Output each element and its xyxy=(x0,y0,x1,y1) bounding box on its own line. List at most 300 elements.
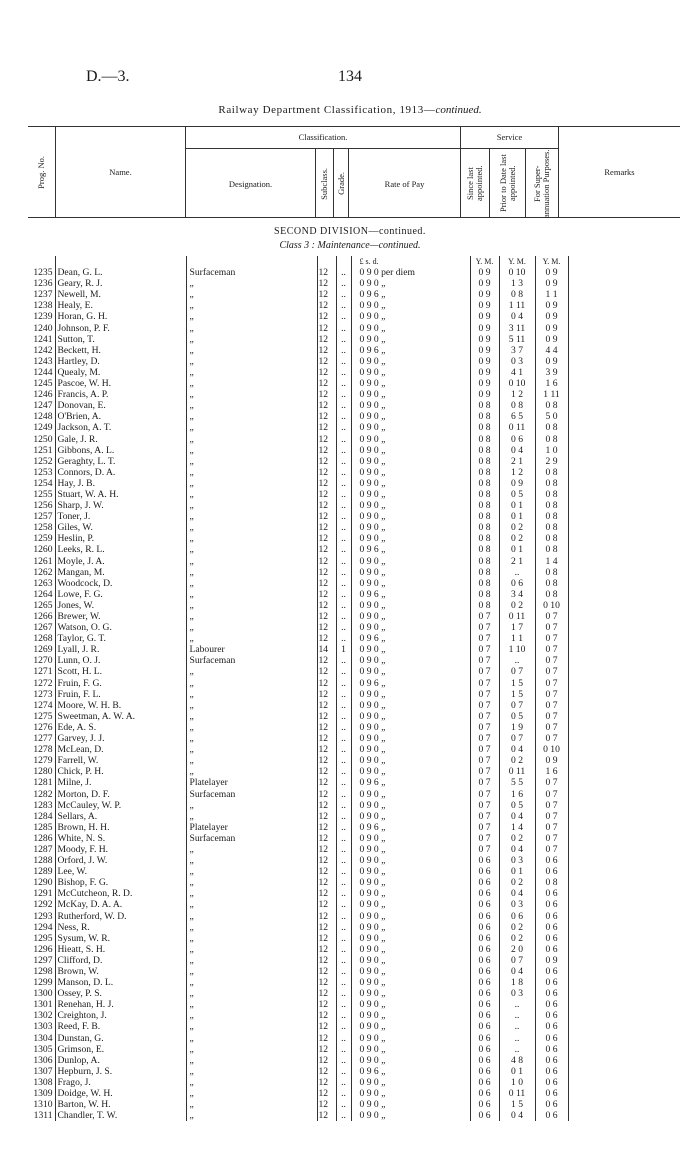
prog-no: 1292 xyxy=(28,899,55,910)
grade: .. xyxy=(336,489,351,500)
table-row xyxy=(28,866,690,877)
designation: „ xyxy=(186,1033,317,1044)
since-last-appointed: 0 7 xyxy=(470,711,499,722)
superannuation: 0 7 xyxy=(535,811,568,822)
remarks xyxy=(568,1033,690,1044)
grade: .. xyxy=(336,334,351,345)
designation: „ xyxy=(186,733,317,744)
employee-name: Jones, W. xyxy=(57,599,95,611)
employee-name: Farrell, W. xyxy=(57,755,99,767)
prior-to-date: 0 3 xyxy=(499,899,535,910)
prior-to-date: 1 9 xyxy=(499,722,535,733)
since-last-appointed: 0 8 xyxy=(470,589,499,600)
remarks xyxy=(568,744,690,755)
employee-name: Dean, G. L. xyxy=(57,267,103,279)
remarks xyxy=(568,899,690,910)
grade: .. xyxy=(336,777,351,788)
grade: .. xyxy=(336,278,351,289)
remarks xyxy=(568,777,690,788)
table-row xyxy=(28,1066,690,1077)
prior-to-date: .. xyxy=(499,567,535,578)
prior-to-date: 0 1 xyxy=(499,866,535,877)
designation: „ xyxy=(186,633,317,644)
prog-no: 1254 xyxy=(28,478,55,489)
table-row xyxy=(28,644,690,655)
grade: .. xyxy=(336,633,351,644)
superannuation: 0 6 xyxy=(535,1066,568,1077)
employee-name: Newell, M. xyxy=(57,289,101,301)
superannuation: 0 6 xyxy=(535,966,568,977)
remarks xyxy=(568,600,690,611)
remarks xyxy=(568,400,690,411)
since-last-appointed: 0 8 xyxy=(470,445,499,456)
subclass: 12 xyxy=(317,1033,336,1044)
superannuation: 5 0 xyxy=(535,411,568,422)
rate-of-pay: 0 9 0 „ xyxy=(351,300,470,311)
superannuation: 0 6 xyxy=(535,1055,568,1066)
prior-to-date: 0 1 xyxy=(499,511,535,522)
since-last-appointed: 0 7 xyxy=(470,744,499,755)
grade: .. xyxy=(336,445,351,456)
superannuation: 0 9 xyxy=(535,755,568,766)
subclass: 12 xyxy=(317,866,336,877)
grade: .. xyxy=(336,600,351,611)
subclass: 12 xyxy=(317,278,336,289)
subclass: 12 xyxy=(317,711,336,722)
rate-of-pay: 0 9 0 „ xyxy=(351,422,470,433)
table-row xyxy=(28,600,690,611)
rate-of-pay: 0 9 0 „ xyxy=(351,478,470,489)
grade: .. xyxy=(336,434,351,445)
table-row xyxy=(28,666,690,677)
designation: „ xyxy=(186,1066,317,1077)
employee-name: Bishop, F. G. xyxy=(57,877,109,889)
remarks xyxy=(568,567,690,578)
rate-of-pay: 0 9 0 „ xyxy=(351,722,470,733)
grade: .. xyxy=(336,877,351,888)
remarks xyxy=(568,500,690,511)
since-last-appointed: 0 8 xyxy=(470,478,499,489)
employee-name: Geary, R. J. xyxy=(57,278,103,290)
superannuation: 0 6 xyxy=(535,922,568,933)
employee-name: Ossey, P. S. xyxy=(57,988,102,1000)
table-row xyxy=(28,822,690,833)
designation: „ xyxy=(186,933,317,944)
prior-to-date: .. xyxy=(499,1044,535,1055)
prior-to-date: 2 1 xyxy=(499,456,535,467)
table-row xyxy=(28,334,690,345)
prog-no: 1277 xyxy=(28,733,55,744)
remarks xyxy=(568,1055,690,1066)
table-row xyxy=(28,411,690,422)
rate-of-pay: 0 9 6 „ xyxy=(351,777,470,788)
prior-to-date: 0 6 xyxy=(499,911,535,922)
rate-of-pay: 0 9 0 „ xyxy=(351,944,470,955)
designation: „ xyxy=(186,378,317,389)
employee-name: Stuart, W. A. H. xyxy=(57,488,119,500)
since-last-appointed: 0 9 xyxy=(470,278,499,289)
superannuation: 0 6 xyxy=(535,1021,568,1032)
since-last-appointed: 0 8 xyxy=(470,434,499,445)
rate-of-pay: 0 9 6 „ xyxy=(351,544,470,555)
rate-of-pay: 0 9 0 „ xyxy=(351,700,470,711)
superannuation: 0 7 xyxy=(535,666,568,677)
rate-of-pay: 0 9 0 „ xyxy=(351,600,470,611)
remarks xyxy=(568,644,690,655)
designation: „ xyxy=(186,1055,317,1066)
col-designation: Designation. xyxy=(228,178,273,189)
grade: .. xyxy=(336,689,351,700)
employee-name: Brown, W. xyxy=(57,966,99,977)
remarks xyxy=(568,289,690,300)
prog-no: 1267 xyxy=(28,622,55,633)
rate-of-pay: 0 9 0 „ xyxy=(351,966,470,977)
since-last-appointed: 0 6 xyxy=(470,877,499,888)
rate-of-pay: 0 9 0 „ xyxy=(351,389,470,400)
prog-no: 1281 xyxy=(28,777,55,788)
table-row xyxy=(28,633,690,644)
since-last-appointed: 0 9 xyxy=(470,334,499,345)
superannuation: 0 6 xyxy=(535,911,568,922)
subclass: 12 xyxy=(317,689,336,700)
designation: „ xyxy=(186,622,317,633)
prog-no: 1279 xyxy=(28,755,55,766)
superannuation: 0 7 xyxy=(535,722,568,733)
subclass: 12 xyxy=(317,500,336,511)
since-last-appointed: 0 6 xyxy=(470,1044,499,1055)
prior-to-date: 6 5 xyxy=(499,411,535,422)
employee-name: Morton, D. F. xyxy=(57,788,110,800)
prior-to-date: 1 4 xyxy=(499,822,535,833)
subclass: 12 xyxy=(317,933,336,944)
employee-name: Sysum, W. R. xyxy=(57,932,111,944)
remarks xyxy=(568,811,690,822)
remarks xyxy=(568,755,690,766)
prior-to-date: 1 10 xyxy=(499,644,535,655)
remarks xyxy=(568,511,690,522)
grade: .. xyxy=(336,356,351,367)
subclass: 12 xyxy=(317,522,336,533)
since-last-appointed: 0 6 xyxy=(470,955,499,966)
superannuation: 0 6 xyxy=(535,866,568,877)
since-last-appointed: 0 9 xyxy=(470,323,499,334)
grade: .. xyxy=(336,389,351,400)
unit-prior: Y. M. xyxy=(499,256,535,267)
since-last-appointed: 0 7 xyxy=(470,700,499,711)
grade: .. xyxy=(336,1110,351,1121)
remarks xyxy=(568,733,690,744)
table-row xyxy=(28,888,690,899)
designation: „ xyxy=(186,334,317,345)
prog-no: 1257 xyxy=(28,511,55,522)
superannuation: 1 1 xyxy=(535,289,568,300)
prior-to-date: 0 1 xyxy=(499,544,535,555)
prog-no: 1261 xyxy=(28,556,55,567)
rate-of-pay: 0 9 0 „ xyxy=(351,334,470,345)
designation: „ xyxy=(186,323,317,334)
table-row xyxy=(28,755,690,766)
since-last-appointed: 0 7 xyxy=(470,811,499,822)
grade: .. xyxy=(336,977,351,988)
table-header xyxy=(28,126,680,218)
since-last-appointed: 0 8 xyxy=(470,578,499,589)
superannuation: 3 9 xyxy=(535,367,568,378)
designation: Labourer xyxy=(186,644,317,655)
superannuation: 0 6 xyxy=(535,977,568,988)
prior-to-date: 0 9 xyxy=(499,478,535,489)
designation: Surfaceman xyxy=(186,789,317,800)
table-row xyxy=(28,722,690,733)
subclass: 12 xyxy=(317,1044,336,1055)
rate-of-pay: 0 9 6 „ xyxy=(351,345,470,356)
remarks xyxy=(568,844,690,855)
prog-no: 1236 xyxy=(28,278,55,289)
col-name: Name. xyxy=(109,167,132,177)
employee-name: O'Brien, A. xyxy=(57,411,102,423)
subclass: 12 xyxy=(317,411,336,422)
remarks xyxy=(568,533,690,544)
rate-of-pay: 0 9 0 „ xyxy=(351,411,470,422)
prog-no: 1274 xyxy=(28,700,55,711)
superannuation: 0 7 xyxy=(535,844,568,855)
employee-name: Quealy, M. xyxy=(57,366,101,378)
designation: „ xyxy=(186,567,317,578)
subclass: 12 xyxy=(317,944,336,955)
rate-of-pay: 0 9 6 „ xyxy=(351,1066,470,1077)
superannuation: 0 6 xyxy=(535,933,568,944)
superannuation: 0 8 xyxy=(535,400,568,411)
employee-name: McKay, D. A. A. xyxy=(57,899,123,911)
remarks xyxy=(568,655,690,666)
superannuation: 0 9 xyxy=(535,300,568,311)
remarks xyxy=(568,378,690,389)
subclass: 12 xyxy=(317,445,336,456)
grade: .. xyxy=(336,522,351,533)
prior-to-date: 4 8 xyxy=(499,1055,535,1066)
subclass: 12 xyxy=(317,300,336,311)
superannuation: 0 8 xyxy=(535,422,568,433)
since-last-appointed: 0 6 xyxy=(470,1021,499,1032)
since-last-appointed: 0 9 xyxy=(470,345,499,356)
remarks xyxy=(568,877,690,888)
table-row xyxy=(28,689,690,700)
prog-no: 1262 xyxy=(28,567,55,578)
prog-no: 1240 xyxy=(28,323,55,334)
grade: .. xyxy=(336,578,351,589)
since-last-appointed: 0 7 xyxy=(470,678,499,689)
subclass: 12 xyxy=(317,800,336,811)
subclass: 12 xyxy=(317,678,336,689)
designation: „ xyxy=(186,533,317,544)
remarks xyxy=(568,356,690,367)
prog-no: 1244 xyxy=(28,367,55,378)
grade: .. xyxy=(336,411,351,422)
remarks xyxy=(568,1044,690,1055)
grade: .. xyxy=(336,999,351,1010)
prog-no: 1270 xyxy=(28,655,55,666)
rate-of-pay: 0 9 0 „ xyxy=(351,378,470,389)
designation: „ xyxy=(186,1021,317,1032)
prior-to-date: 3 11 xyxy=(499,323,535,334)
employee-name: Leeks, R. L. xyxy=(57,544,105,556)
subclass: 12 xyxy=(317,811,336,822)
grade: .. xyxy=(336,300,351,311)
prior-to-date: 0 7 xyxy=(499,666,535,677)
since-last-appointed: 0 6 xyxy=(470,866,499,877)
subclass: 12 xyxy=(317,977,336,988)
rate-of-pay: 0 9 0 „ xyxy=(351,644,470,655)
remarks xyxy=(568,766,690,777)
table-row xyxy=(28,988,690,999)
prior-to-date: 0 4 xyxy=(499,1110,535,1121)
since-last-appointed: 0 8 xyxy=(470,500,499,511)
table-row xyxy=(28,700,690,711)
since-last-appointed: 0 8 xyxy=(470,511,499,522)
since-last-appointed: 0 7 xyxy=(470,622,499,633)
table-row xyxy=(28,800,690,811)
table-row xyxy=(28,922,690,933)
grade: .. xyxy=(336,666,351,677)
table-row xyxy=(28,777,690,788)
rate-of-pay: 0 9 0 „ xyxy=(351,877,470,888)
superannuation: 0 7 xyxy=(535,689,568,700)
grade: .. xyxy=(336,722,351,733)
designation: Surfaceman xyxy=(186,833,317,844)
table-row xyxy=(28,955,690,966)
employee-name: Clifford, D. xyxy=(57,954,103,966)
remarks xyxy=(568,445,690,456)
subclass: 12 xyxy=(317,578,336,589)
remarks xyxy=(568,489,690,500)
rate-of-pay: 0 9 0 „ xyxy=(351,1099,470,1110)
grade: .. xyxy=(336,611,351,622)
employee-name: Connors, D. A. xyxy=(57,466,116,478)
table-row xyxy=(28,345,690,356)
rate-of-pay: 0 9 0 „ xyxy=(351,911,470,922)
employee-name: Orford, J. W. xyxy=(57,855,108,867)
page-title xyxy=(0,104,700,116)
superannuation: 0 6 xyxy=(535,1033,568,1044)
prior-to-date: 0 2 xyxy=(499,933,535,944)
remarks xyxy=(568,334,690,345)
designation: „ xyxy=(186,755,317,766)
subclass: 12 xyxy=(317,478,336,489)
since-last-appointed: 0 9 xyxy=(470,300,499,311)
superannuation: 0 10 xyxy=(535,600,568,611)
superannuation: 0 8 xyxy=(535,478,568,489)
superannuation: 0 6 xyxy=(535,999,568,1010)
grade: .. xyxy=(336,800,351,811)
designation: „ xyxy=(186,556,317,567)
prog-no: 1243 xyxy=(28,356,55,367)
prior-to-date: 0 3 xyxy=(499,988,535,999)
prog-no: 1283 xyxy=(28,800,55,811)
employee-name: Toner, J. xyxy=(57,511,91,523)
rate-of-pay: 0 9 0 „ xyxy=(351,922,470,933)
remarks xyxy=(568,955,690,966)
prog-no: 1239 xyxy=(28,311,55,322)
rate-of-pay: 0 9 0 „ xyxy=(351,611,470,622)
employee-name: Chick, P. H. xyxy=(57,766,104,778)
prog-no: 1268 xyxy=(28,633,55,644)
table-row xyxy=(28,278,690,289)
prior-to-date: 1 5 xyxy=(499,1099,535,1110)
rate-of-pay: 0 9 0 „ xyxy=(351,1055,470,1066)
since-last-appointed: 0 6 xyxy=(470,1033,499,1044)
prog-no: 1296 xyxy=(28,944,55,955)
grade: .. xyxy=(336,700,351,711)
superannuation: 0 6 xyxy=(535,1110,568,1121)
rate-of-pay: 0 9 6 „ xyxy=(351,289,470,300)
superannuation: 0 6 xyxy=(535,1099,568,1110)
grade: .. xyxy=(336,478,351,489)
subclass: 12 xyxy=(317,955,336,966)
prior-to-date: 0 4 xyxy=(499,311,535,322)
prior-to-date: 0 11 xyxy=(499,422,535,433)
grade: .. xyxy=(336,533,351,544)
rate-of-pay: 0 9 0 „ xyxy=(351,899,470,910)
superannuation: 0 8 xyxy=(535,500,568,511)
table-row xyxy=(28,1088,690,1099)
prog-no: 1271 xyxy=(28,666,55,677)
since-last-appointed: 0 7 xyxy=(470,722,499,733)
prior-to-date: 1 8 xyxy=(499,977,535,988)
designation: „ xyxy=(186,367,317,378)
table-row xyxy=(28,678,690,689)
remarks xyxy=(568,389,690,400)
subclass: 12 xyxy=(317,911,336,922)
rate-of-pay: 0 9 0 „ xyxy=(351,1088,470,1099)
rate-of-pay: 0 9 0 „ xyxy=(351,977,470,988)
prog-no: 1252 xyxy=(28,456,55,467)
designation: „ xyxy=(186,456,317,467)
subclass: 12 xyxy=(317,1088,336,1099)
col-subclass: Subclass. xyxy=(319,167,330,200)
subclass: 12 xyxy=(317,600,336,611)
table-row xyxy=(28,655,690,666)
designation: „ xyxy=(186,511,317,522)
since-last-appointed: 0 7 xyxy=(470,689,499,700)
prog-no: 1302 xyxy=(28,1010,55,1021)
superannuation: 0 7 xyxy=(535,678,568,689)
subclass: 12 xyxy=(317,922,336,933)
prior-to-date: 1 1 xyxy=(499,633,535,644)
superannuation: 0 8 xyxy=(535,489,568,500)
grade: .. xyxy=(336,456,351,467)
grade: .. xyxy=(336,955,351,966)
grade: .. xyxy=(336,933,351,944)
rate-of-pay: 0 9 0 „ xyxy=(351,888,470,899)
employee-name: Brown, H. H. xyxy=(57,821,110,833)
subclass: 12 xyxy=(317,356,336,367)
since-last-appointed: 0 6 xyxy=(470,1088,499,1099)
superannuation: 0 6 xyxy=(535,1044,568,1055)
prior-to-date: 0 5 xyxy=(499,711,535,722)
rate-of-pay: 0 9 0 „ xyxy=(351,844,470,855)
prior-to-date: 0 2 xyxy=(499,833,535,844)
employee-name: Sharp, J. W. xyxy=(57,500,104,512)
prior-to-date: .. xyxy=(499,1010,535,1021)
rate-of-pay: 0 9 0 per diem xyxy=(351,267,470,278)
prior-to-date: 1 6 xyxy=(499,789,535,800)
prior-to-date: 0 5 xyxy=(499,800,535,811)
prog-no: 1298 xyxy=(28,966,55,977)
remarks xyxy=(568,1021,690,1032)
employee-name: Dunlop, A. xyxy=(57,1054,100,1066)
grade: .. xyxy=(336,1066,351,1077)
rate-of-pay: 0 9 0 „ xyxy=(351,689,470,700)
employee-name: McCauley, W. P. xyxy=(57,799,122,811)
